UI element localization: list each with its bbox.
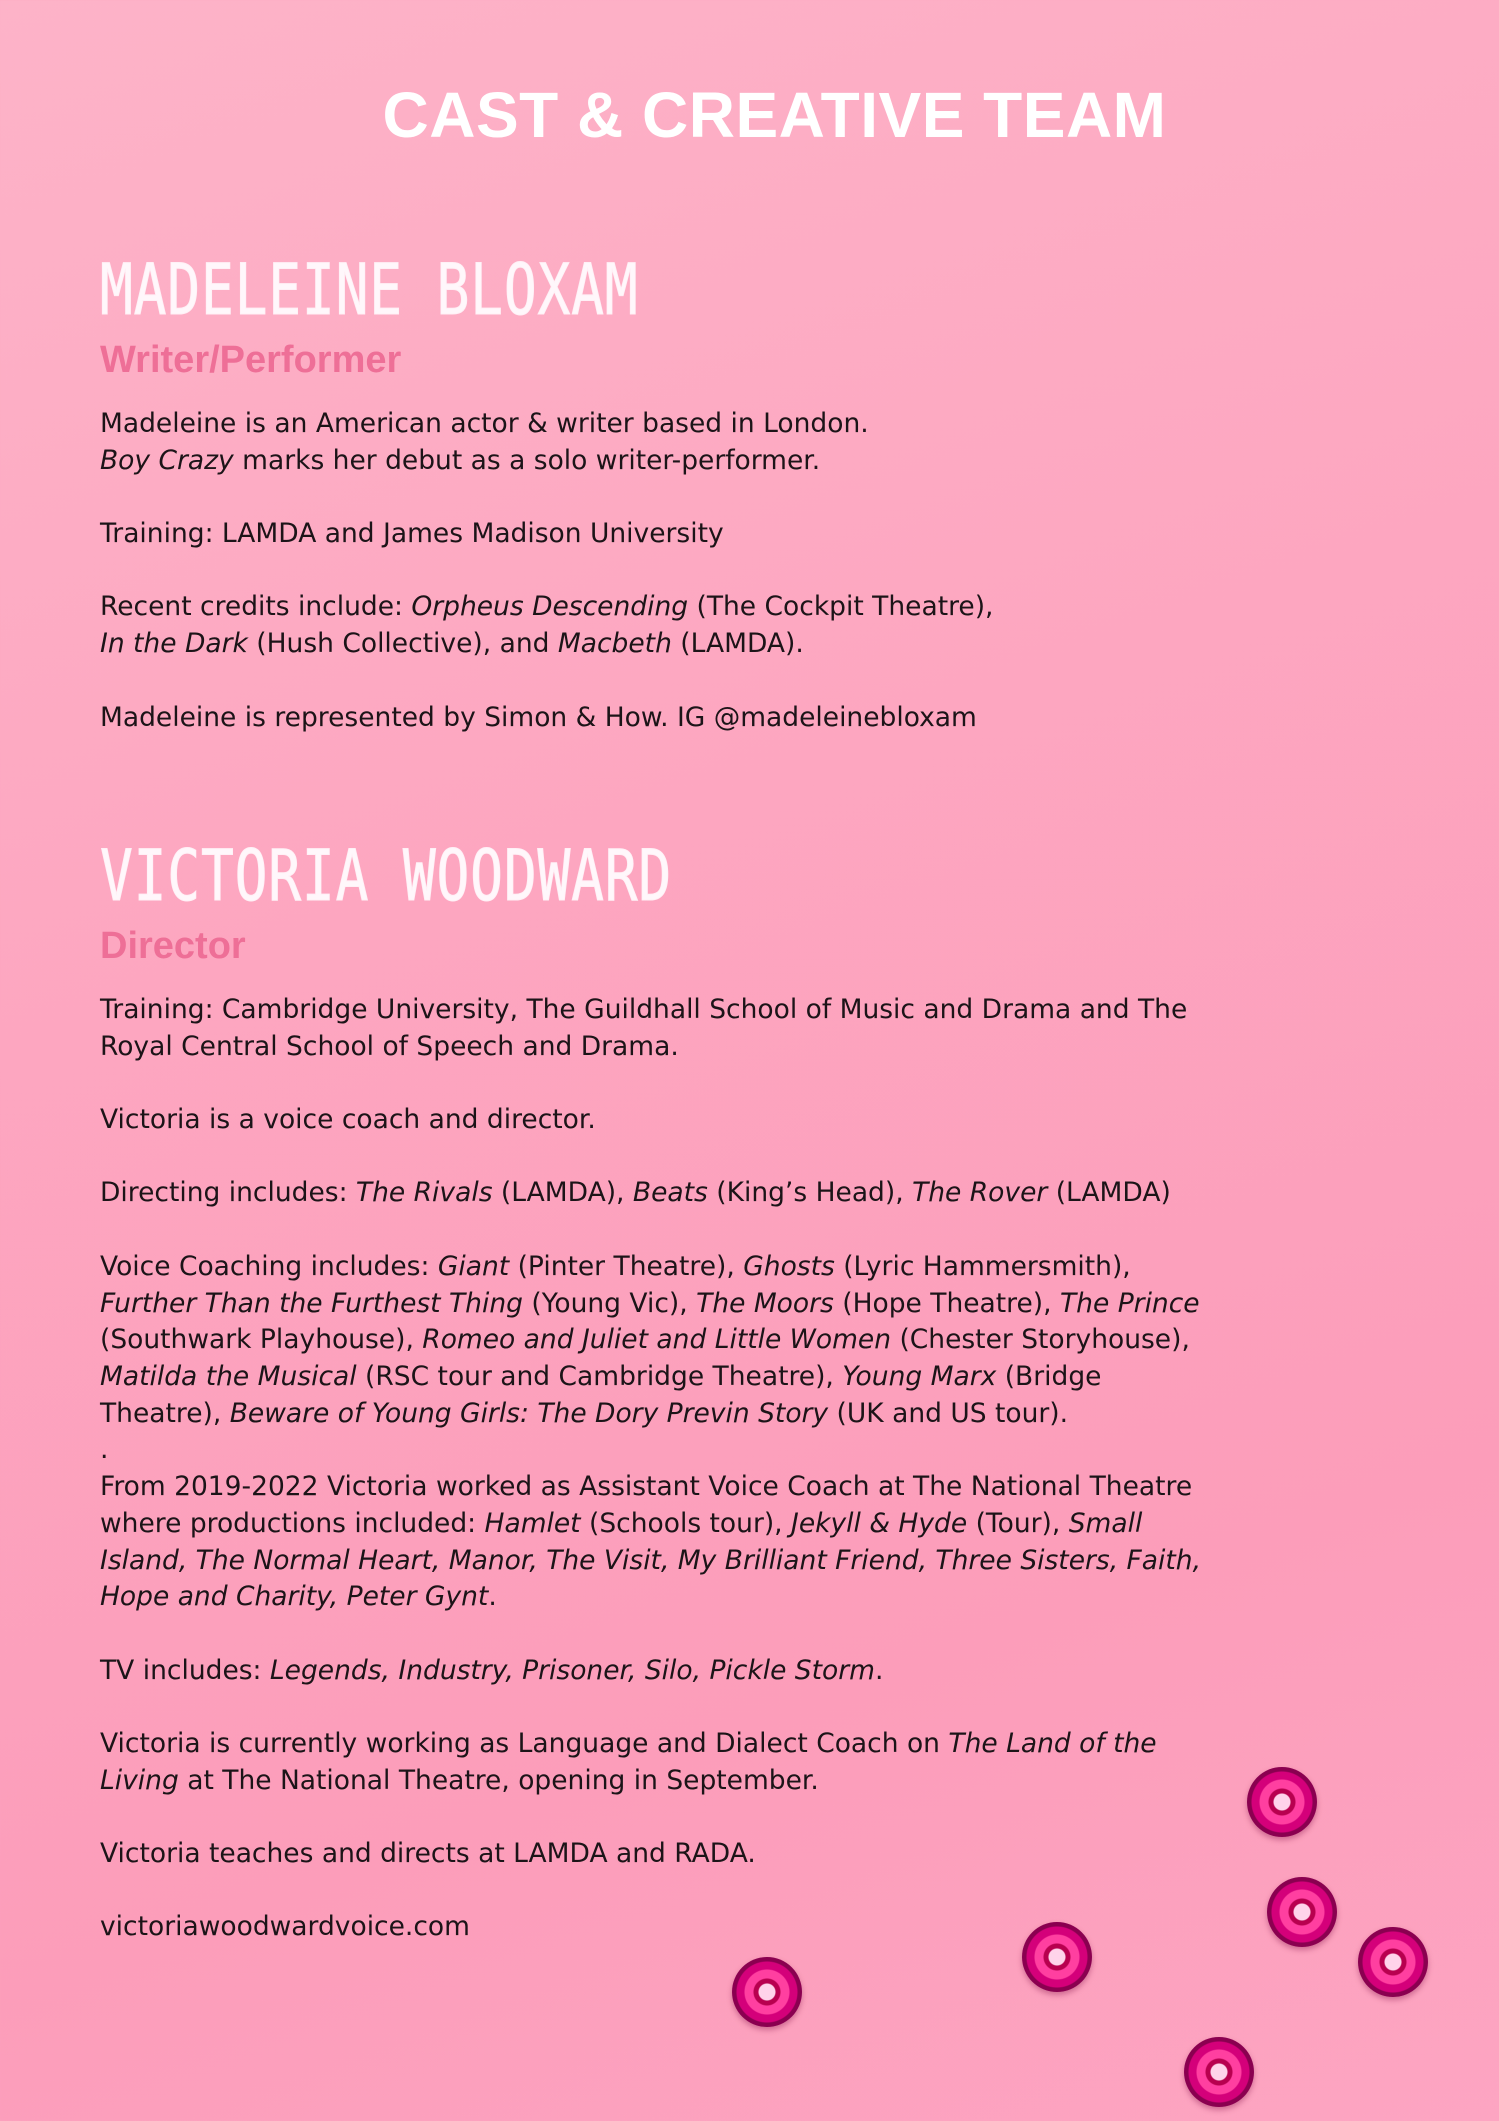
show-title: Small Island, The Normal Heart, Manor, The Visit, My Brilliant Friend, Three Sisters, Faith, Hope and Charity, Peter Gynt — [100, 1507, 1202, 1613]
show-title: Young Marx — [842, 1360, 997, 1392]
cast-member-madeleine-bloxam — [100, 250, 1220, 773]
show-title: Giant — [437, 1250, 510, 1282]
bio-text: Directing includes: — [100, 1177, 356, 1209]
show-title: Beware of Young Girls: The Dory Previn Story — [229, 1397, 829, 1429]
show-title: Legends, Industry, Prisoner, Silo, Pickle Storm — [269, 1654, 875, 1686]
bio-text: TV includes: — [100, 1654, 270, 1686]
sequin-icon — [732, 1957, 802, 2027]
bio-text: (The Cockpit Theatre), — [688, 591, 994, 623]
sequin-icon — [1358, 1927, 1428, 1997]
bio-text: at The National Theatre, opening in September. — [178, 1764, 819, 1796]
bio-text: (Young Vic), — [522, 1287, 697, 1319]
show-title: Jekyll & Hyde — [791, 1507, 968, 1539]
bio-website: victoriawoodwardvoice.com — [100, 1911, 470, 1943]
show-title: Hamlet — [484, 1507, 581, 1539]
show-title: Matilda the Musical — [100, 1360, 357, 1392]
cast-member-victoria-woodward — [100, 836, 1220, 1983]
person-role: Writer/Performer — [100, 339, 402, 381]
sequin-icon — [1247, 1767, 1317, 1837]
bio-text: (LAMDA) — [1047, 1177, 1171, 1209]
bio-text: (Pinter Theatre), — [509, 1250, 744, 1282]
bio-text: Victoria is currently working as Language and Dialect Coach on — [100, 1727, 949, 1759]
bio-credits — [100, 589, 1220, 662]
show-title: Boy Crazy — [100, 444, 234, 476]
bio-text: (King’s Head), — [707, 1177, 913, 1209]
bio-directing — [100, 1175, 1220, 1212]
bio-teaching: Victoria teaches and directs at LAMDA and RADA. — [100, 1838, 756, 1870]
bio — [100, 992, 1220, 1946]
bio-text: (Hush Collective), and — [247, 628, 558, 660]
show-title: Romeo and Juliet and Little Women — [422, 1324, 892, 1356]
bio-intro — [100, 406, 1220, 479]
show-title: Ghosts — [743, 1250, 835, 1282]
show-title: Orpheus Descending — [411, 591, 689, 623]
bio-text: marks her debut as a solo writer-performer. — [233, 444, 821, 476]
bio-text: From 2019-2022 Victoria worked as Assistant Voice Coach at The National Theatre where productions included: — [100, 1471, 1193, 1539]
show-title: Macbeth — [557, 628, 672, 660]
bio-training: Training: Cambridge University, The Guildhall School of Music and Drama and The Royal Central School of Speech and Drama. — [100, 994, 1188, 1062]
bio-text: (LAMDA). — [671, 628, 804, 660]
bio-tv — [100, 1653, 1220, 1690]
bio-separator-dot: . — [100, 1434, 109, 1466]
sequin-icon — [1267, 1877, 1337, 1947]
sequin-icon — [1184, 2037, 1254, 2107]
bio-text: (Lyric Hammersmith), — [834, 1250, 1131, 1282]
bio-text: (Southwark Playhouse), — [100, 1324, 423, 1356]
sequin-icon — [1022, 1922, 1092, 1992]
show-title: The Rivals — [355, 1177, 493, 1209]
person-name: VICTORIA WOODWARD — [100, 835, 673, 917]
show-title: The Rover — [912, 1177, 1048, 1209]
bio-text: Madeleine is an American actor & writer based in London. — [100, 408, 869, 439]
bio-text: (Hope Theatre), — [833, 1287, 1060, 1319]
bio-text: (LAMDA), — [492, 1177, 633, 1209]
bio-text: (UK and US tour). — [828, 1397, 1069, 1429]
show-title: The Land of the Living — [100, 1727, 1157, 1796]
show-title: Further Than the Furthest Thing — [100, 1287, 523, 1319]
bio-text: . — [488, 1581, 497, 1613]
bio-text: (Bridge Theatre), — [100, 1360, 1102, 1429]
show-title: The Prince — [1059, 1287, 1200, 1319]
bio-voice-coaching — [100, 1249, 1220, 1433]
bio-text: (Tour), — [967, 1507, 1069, 1539]
bio-national-theatre — [100, 1469, 1220, 1616]
bio-text: (Chester Storyhouse), — [891, 1324, 1190, 1356]
bio-text: (RSC tour and Cambridge Theatre), — [356, 1360, 843, 1392]
bio-training: Training: LAMDA and James Madison University — [100, 518, 724, 550]
page-title: CAST & CREATIVE TEAM — [382, 79, 1167, 151]
bio-text: Recent credits include: — [100, 591, 412, 623]
show-title: The Moors — [696, 1287, 834, 1319]
bio-current-work — [100, 1726, 1220, 1799]
show-title: In the Dark — [100, 628, 248, 660]
bio-text: (Schools tour), — [580, 1507, 792, 1539]
bio — [100, 406, 1220, 736]
bio-representation: Madeleine is represented by Simon & How. IG @madeleinebloxam — [100, 701, 977, 733]
person-name: MADELEINE BLOXAM — [100, 249, 639, 331]
bio-text: Voice Coaching includes: — [100, 1250, 438, 1282]
bio-text: . — [874, 1654, 884, 1686]
bio-intro: Victoria is a voice coach and director. — [100, 1104, 596, 1136]
show-title: Beats — [632, 1177, 708, 1209]
person-role: Director — [100, 925, 246, 967]
